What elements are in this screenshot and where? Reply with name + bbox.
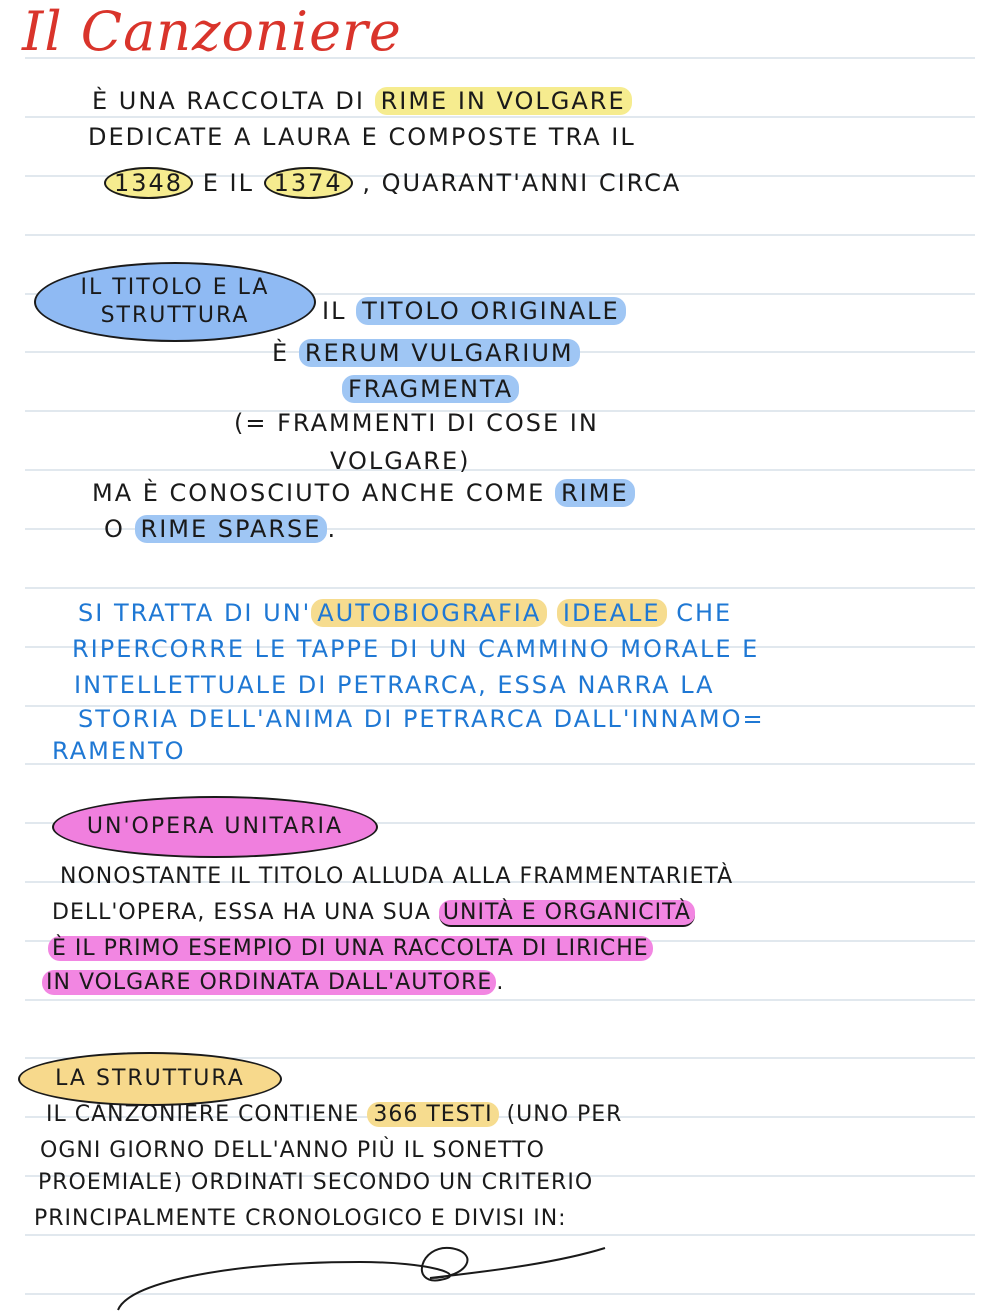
intro-text: E IL	[202, 169, 254, 197]
highlight-titolo-originale: TITOLO ORIGINALE	[356, 297, 626, 325]
highlight-ideale: IDEALE	[557, 599, 667, 627]
blue-text: SI TRATTA DI UN'	[78, 599, 312, 627]
highlight-ordinata-autore: IN VOLGARE ORDINATA DALL'AUTORE	[42, 970, 496, 995]
badge-label: UN'OPERA UNITARIA	[86, 814, 344, 839]
hand-drawn-loop	[118, 1248, 605, 1310]
intro-line-2: DEDICATE A LAURA E COMPOSTE TRA IL	[88, 123, 636, 151]
s1-line-5: VOLGARE)	[330, 447, 471, 475]
intro-text: , QUARANT'ANNI CIRCA	[362, 169, 682, 197]
year-start: 1348	[104, 167, 193, 199]
s3-line-4: PRINCIPALMENTE CRONOLOGICO E DIVISI IN:	[34, 1206, 567, 1231]
s3-line-1	[46, 1100, 622, 1130]
highlight-rime: RIME	[555, 479, 635, 507]
highlight-rerum-vulgarium: RERUM VULGARIUM	[299, 339, 580, 367]
s3-line-2: OGNI GIORNO DELL'ANNO PIÙ IL SONETTO	[40, 1138, 545, 1163]
blue-line-3: INTELLETTUALE DI PETRARCA, ESSA NARRA LA	[74, 671, 715, 699]
s2-text: .	[496, 970, 505, 995]
s2-text: DELL'OPERA, ESSA HA UNA SUA	[52, 900, 431, 925]
page-title: Il Canzoniere	[22, 0, 402, 63]
s3-text: (UNO PER	[506, 1102, 623, 1127]
blue-line-5: RAMENTO	[52, 737, 186, 765]
s1-text: È	[272, 339, 290, 367]
s2-line-4	[42, 968, 504, 998]
s1-line-1	[322, 296, 626, 326]
s2-line-2	[52, 898, 695, 928]
s3-text: IL CANZONIERE CONTIENE	[46, 1102, 360, 1127]
year-end: 1374	[264, 167, 353, 199]
intro-line-1	[92, 86, 632, 116]
s1-line-3	[342, 374, 519, 404]
s1-line-2	[272, 338, 580, 368]
badge-label: IL TITOLO E LA STRUTTURA	[80, 275, 270, 328]
badge-label: LA STRUTTURA	[55, 1066, 245, 1091]
highlight-fragmenta: FRAGMENTA	[342, 375, 519, 403]
blue-line-2: RIPERCORRE LE TAPPE DI UN CAMMINO MORALE E	[72, 635, 760, 663]
blue-text: CHE	[676, 599, 733, 627]
highlight-autobiografia: AUTOBIOGRAFIA	[311, 599, 547, 627]
s3-line-3: PROEMIALE) ORDINATI SECONDO UN CRITERIO	[38, 1170, 594, 1195]
s1-line-4: (= FRAMMENTI DI COSE IN	[234, 409, 599, 437]
s2-line-3	[48, 934, 653, 964]
s2-line-1: NONOSTANTE IL TITOLO ALLUDA ALLA FRAMMENTARIETÀ	[60, 864, 734, 889]
blue-line-4: STORIA DELL'ANIMA DI PETRARCA DALL'INNAMO=	[78, 705, 765, 733]
s1-text: .	[327, 515, 338, 543]
section-badge-opera-unitaria	[52, 796, 378, 858]
highlight-rime-sparse: RIME SPARSE	[135, 515, 328, 543]
section-badge-la-struttura	[18, 1052, 282, 1106]
highlight-primo-esempio: È IL PRIMO ESEMPIO DI UNA RACCOLTA DI LIRICHE	[48, 936, 653, 961]
s1-line-7	[104, 514, 337, 544]
s1-line-6	[92, 478, 635, 508]
intro-text: È UNA RACCOLTA DI	[92, 87, 365, 115]
highlight-366-testi: 366 TESTI	[367, 1102, 498, 1127]
s1-text: O	[104, 515, 125, 543]
highlight-unita-organicita: UNITÀ E ORGANICITÀ	[439, 900, 695, 927]
highlight-rime-in-volgare: RIME IN VOLGARE	[375, 87, 632, 115]
blue-line-1	[78, 598, 732, 628]
section-badge-titolo-struttura	[34, 262, 316, 342]
s1-text: IL	[322, 297, 347, 325]
intro-line-3	[104, 168, 681, 198]
s1-text: MA È CONOSCIUTO ANCHE COME	[92, 479, 546, 507]
